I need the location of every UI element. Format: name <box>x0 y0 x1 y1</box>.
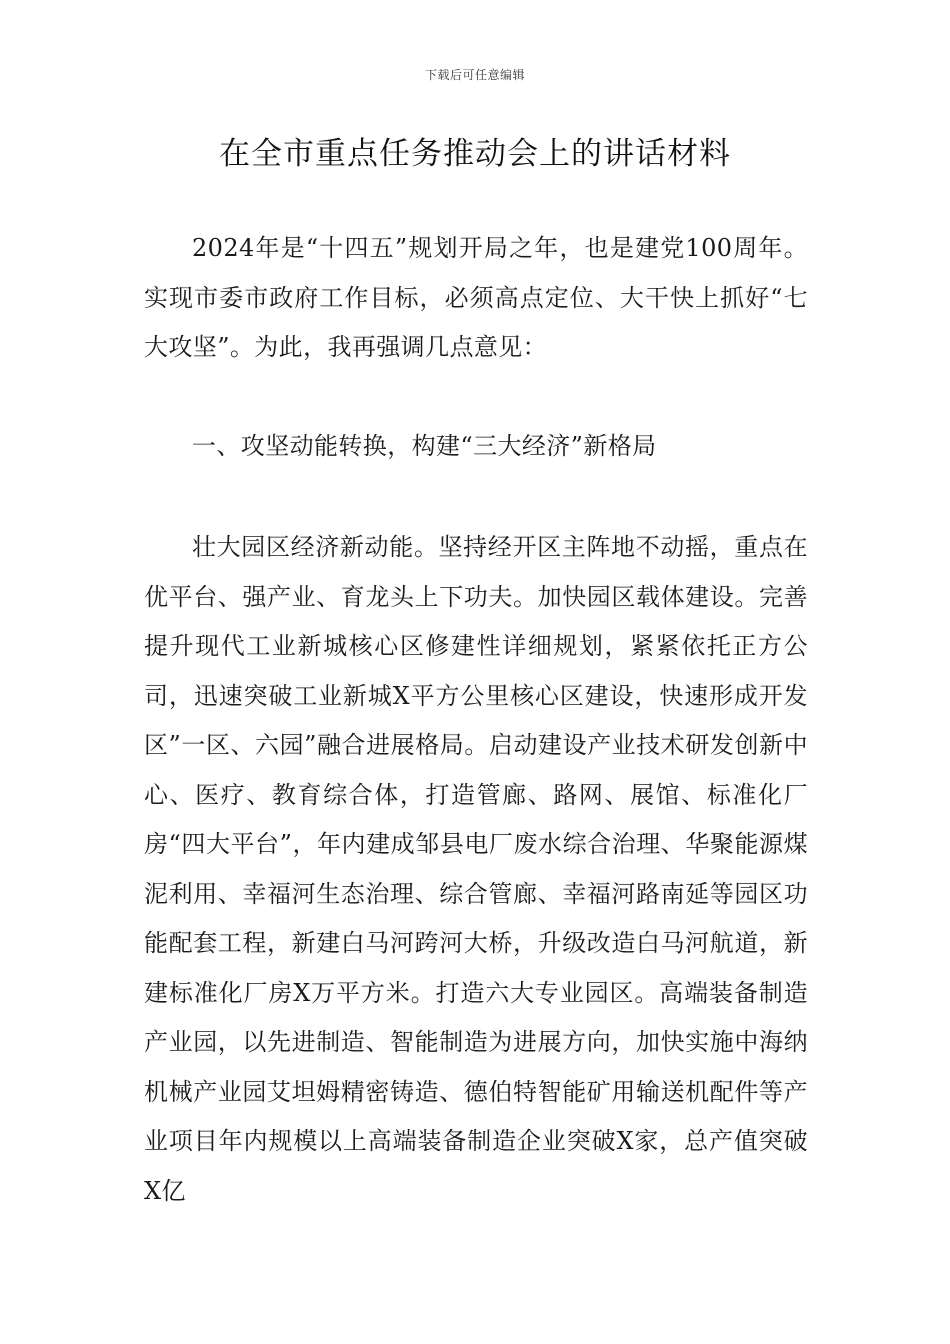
header-note: 下载后可任意编辑 <box>424 68 525 82</box>
section-heading-1: 一、攻坚动能转换，构建“三大经济”新格局 <box>192 432 657 460</box>
intro-paragraph: 2024年是“十四五”规划开局之年，也是建党100周年。实现市委市政府工作目标，必须高点定位、大干快上抓好“七大攻坚”。为此，我再强调几点意见： <box>144 234 808 361</box>
body-paragraph-1: 壮大园区经济新动能。坚持经开区主阵地不动摇，重点在优平台、强产业、育龙头上下功夫。加快园区载体建设。完善提升现代工业新城核心区修建性详细规划，紧紧依托正方公司，迅速突破工业新城X平方公里核心区建设，快速形成开发区”一区、六园”融合进展格局。启动建设产业技术研发创新中心、医疗、教育综合体，打造管廊、路网、展馆、标准化厂房“四大平台”，年内建成邹县电厂废水综合治理、华聚能源煤泥利用、幸福河生态治理、综合管廊、幸福河路南延等园区功能配套工程，新建白马河跨河大桥，升级改造白马河航道，新建标准化厂房X万平方米。打造六大专业园区。高端装备制造产业园，以先进制造、智能制造为进展方向，加快实施中海纳机械产业园艾坦姆精密铸造、德伯特智能矿用输送机配件等产业项目年内规模以上高端装备制造企业突破X家，总产值突破X亿 <box>144 533 808 1205</box>
document-title: 在全市重点任务推动会上的讲话材料 <box>219 136 731 172</box>
